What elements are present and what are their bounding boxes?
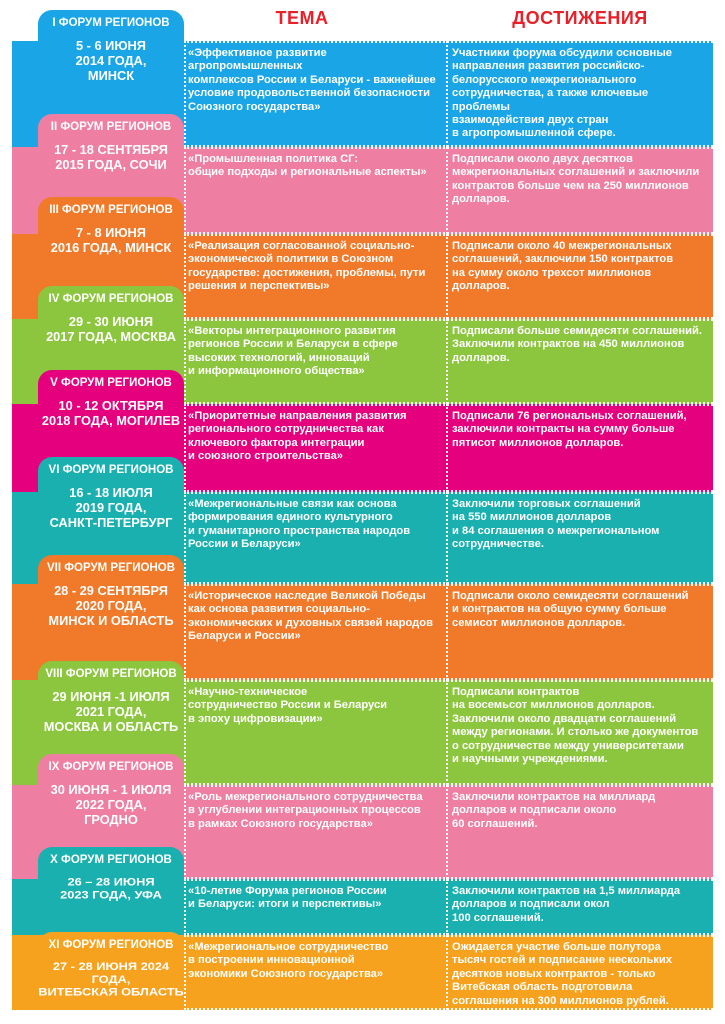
row-divider xyxy=(184,879,713,881)
column-divider xyxy=(184,584,186,680)
row-divider xyxy=(184,41,713,43)
forum-date-location: 16 - 18 ИЮЛЯ 2019 ГОДА, САНКТ-ПЕТЕРБУРГ xyxy=(49,485,173,530)
theme-column-header: ТЕМА xyxy=(275,8,329,28)
forum-theme: «Векторы интеграционного развития регионов России и Беларуси в сфере высоких технологий, инноваций и информационного общества» xyxy=(188,325,398,378)
forum-theme: «Реализация согласованной социально- экономической политики в Союзном государстве: достижения, проблемы, пути решения и перспективы» xyxy=(188,240,426,293)
forum-theme: «Историческое наследие Великой Победы как основа развития социально- экономических и духовных связей народов Беларуси и России» xyxy=(188,590,433,643)
forum-title: X ФОРУМ РЕГИОНОВ xyxy=(50,854,172,866)
forum-achievements: Подписали около 40 межрегиональных соглашений, заключили 150 контрактов на сумму около трехсот миллионов долларов. xyxy=(452,240,674,293)
forum-date-location: 26 – 28 ИЮНЯ 2023 ГОДА, УФА xyxy=(60,875,162,901)
forum-achievements: Подписали контрактов на восемьсот миллионов долларов. Заключили около двадцати соглашений между регионами. И столько же документов о сотрудничестве между университетами и научными учреждениями. xyxy=(452,686,699,766)
forum-date-location: 29 ИЮНЯ -1 ИЮЛЯ 2021 ГОДА, МОСКВА И ОБЛАСТЬ xyxy=(43,689,179,734)
column-divider xyxy=(446,785,448,879)
column-divider xyxy=(184,879,186,935)
forum-label-tab xyxy=(38,286,184,366)
forum-theme: «Межрегиональное сотрудничество в построении инновационной экономики Союзного государства» xyxy=(188,941,389,980)
row-divider xyxy=(184,492,713,494)
row-divider xyxy=(184,234,713,236)
forum-label-tab xyxy=(38,932,184,1000)
forum-date-location: 27 - 28 ИЮНЯ 2024 ГОДА, ВИТЕБСКАЯ ОБЛАСТЬ xyxy=(38,960,184,998)
achievements-column-header: ДОСТИЖЕНИЯ xyxy=(512,8,648,28)
forum-title: IV ФОРУМ РЕГИОНОВ xyxy=(48,293,174,305)
column-divider xyxy=(184,492,186,584)
forum-title: II ФОРУМ РЕГИОНОВ xyxy=(50,121,172,133)
row-divider xyxy=(184,680,713,682)
column-divider xyxy=(446,680,448,785)
forum-theme: «Приоритетные направления развития регионального сотрудничества как ключевого фактора интеграции и союзного строительства» xyxy=(188,410,407,463)
forum-title: VI ФОРУМ РЕГИОНОВ xyxy=(48,464,174,476)
forum-achievements: Заключили торговых соглашений на 550 миллионов долларов и 84 соглашения о межрегиональном сотрудничестве. xyxy=(452,498,660,551)
forum-title: VII ФОРУМ РЕГИОНОВ xyxy=(46,562,176,574)
row-divider xyxy=(184,1008,713,1010)
forum-label-tab xyxy=(38,370,184,454)
forum-title: I ФОРУМ РЕГИОНОВ xyxy=(52,17,170,29)
column-divider xyxy=(446,879,448,935)
forum-label-tab xyxy=(38,197,184,281)
forum-label-tab xyxy=(38,661,184,748)
column-divider xyxy=(446,147,448,234)
forum-theme: «Межрегиональные связи как основа формирования единого культурного и гуманитарного пространства народов России и Беларуси» xyxy=(188,498,411,551)
forum-achievements: Подписали больше семидесяти соглашений. Заключили контрактов на 450 миллионов долларов. xyxy=(452,325,703,364)
column-divider xyxy=(184,234,186,319)
forum-theme: «Эффективное развитие агропромышленных комплексов России и Беларуси - важнейшее условие продовольственной безопасности Союзного государства» xyxy=(188,47,436,113)
column-divider xyxy=(446,319,448,404)
column-divider xyxy=(446,41,448,147)
row-divider xyxy=(184,147,713,149)
forum-theme: «10-летие Форума регионов России и Беларуси: итоги и перспективы» xyxy=(188,885,387,911)
forum-theme: «Роль межрегионального сотрудничества в углублении интеграционных процессов в рамках Союзного государства» xyxy=(188,791,423,830)
forum-achievements: Подписали около семидесяти соглашений и контрактов на общую сумму больше семисот миллионов долларов. xyxy=(452,590,689,629)
forum-label-tab xyxy=(38,114,184,195)
column-divider xyxy=(184,319,186,404)
forum-date-location: 5 - 6 ИЮНЯ 2014 ГОДА, МИНСК xyxy=(75,38,147,83)
forum-date-location: 29 - 30 ИЮНЯ 2017 ГОДА, МОСКВА xyxy=(46,314,176,344)
forum-date-location: 7 - 8 ИЮНЯ 2016 ГОДА, МИНСК xyxy=(50,225,172,255)
forum-date-location: 10 - 12 ОКТЯБРЯ 2018 ГОДА, МОГИЛЕВ xyxy=(41,398,181,428)
column-divider xyxy=(446,404,448,492)
row-divider xyxy=(184,935,713,937)
column-divider xyxy=(184,147,186,234)
forum-date-location: 17 - 18 СЕНТЯБРЯ 2015 ГОДА, СОЧИ xyxy=(54,142,168,172)
forum-achievements: Подписали около двух десятков межрегиональных соглашений и заключили контрактов больше чем на 250 миллионов долларов. xyxy=(452,153,700,206)
column-divider xyxy=(184,680,186,785)
forum-label-tab xyxy=(38,754,184,841)
column-divider xyxy=(446,935,448,1010)
forum-title: V ФОРУМ РЕГИОНОВ xyxy=(50,377,172,389)
row-divider xyxy=(184,404,713,406)
column-divider xyxy=(184,935,186,1010)
forum-achievements: Заключили контрактов на миллиард долларов и подписали около 60 соглашений. xyxy=(452,791,656,830)
forum-achievements: Участники форума обсудили основные направления развития российско- белорусского межрегионального сотрудничества, а также ключевые проблемы взаимодействия двух стран в агропромышленной сфере. xyxy=(452,47,673,140)
forum-date-location: 30 ИЮНЯ - 1 ИЮЛЯ 2022 ГОДА, ГРОДНО xyxy=(50,782,172,827)
forum-title: IX ФОРУМ РЕГИОНОВ xyxy=(48,761,174,773)
row-divider xyxy=(184,319,713,321)
forum-theme: «Научно-техническое сотрудничество России и Беларуси в эпоху цифровизации» xyxy=(188,686,388,725)
forum-label-tab xyxy=(38,847,184,903)
forum-label-tab xyxy=(38,555,184,651)
forum-title: VIII ФОРУМ РЕГИОНОВ xyxy=(45,668,177,680)
forum-label-tab xyxy=(38,10,184,95)
column-divider xyxy=(184,41,186,147)
forum-achievements: Ожидается участие больше полутора тысяч гостей и подписание нескольких десятков новых контрактов - только Витебская область подготовила соглашения на 300 миллионов рублей. xyxy=(452,941,672,1007)
row-divider xyxy=(184,584,713,586)
column-divider xyxy=(184,785,186,879)
forum-achievements: Подписали 76 региональных соглашений, заключили контракты на сумму больше пятисот миллионов долларов. xyxy=(452,410,687,449)
forum-achievements: Заключили контрактов на 1,5 миллиарда долларов и подписали окол 100 соглашений. xyxy=(452,885,681,924)
forum-title: XI ФОРУМ РЕГИОНОВ xyxy=(48,939,174,951)
forum-label-tab xyxy=(38,457,184,548)
column-divider xyxy=(446,492,448,584)
forum-date-location: 28 - 29 СЕНТЯБРЯ 2020 ГОДА, МИНСК И ОБЛАСТЬ xyxy=(48,583,174,628)
column-divider xyxy=(446,234,448,319)
column-divider xyxy=(184,404,186,492)
forum-theme: «Промышленная политика СГ: общие подходы и региональные аспекты» xyxy=(188,153,427,179)
column-divider xyxy=(446,584,448,680)
row-divider xyxy=(184,785,713,787)
forum-title: III ФОРУМ РЕГИОНОВ xyxy=(49,204,173,216)
